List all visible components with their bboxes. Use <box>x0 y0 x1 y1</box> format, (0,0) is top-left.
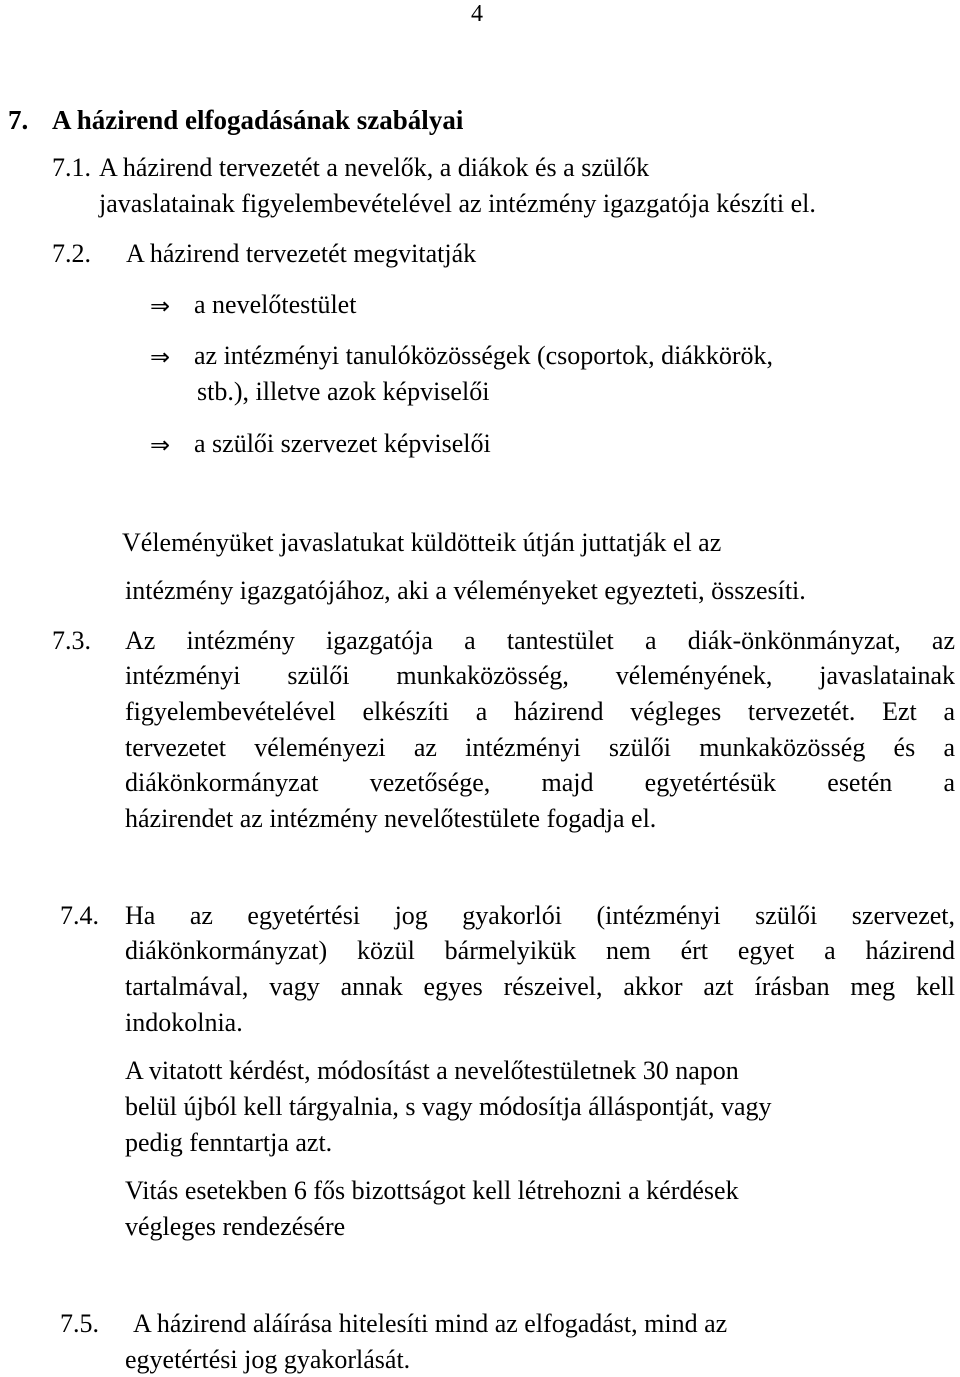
section-number: 7. <box>8 105 29 135</box>
bullet-text: a nevelőtestület <box>194 290 357 319</box>
item-text-line: Az intézmény igazgatója a tantestület a diák-önkönmányzat, az <box>125 626 955 655</box>
item-text-line: intézményi szülői munkaközösség, véleményének, javaslatainak <box>125 661 955 690</box>
paragraph-line: végleges rendezésére <box>125 1212 346 1241</box>
note-line: intézmény igazgatójához, aki a véleményeket egyezteti, összesíti. <box>125 576 806 605</box>
double-arrow-icon: ⇒ <box>150 431 171 459</box>
bullet-text-continuation: stb.), illetve azok képviselői <box>197 377 490 406</box>
item-number: 7.3. <box>52 626 91 655</box>
item-number: 7.2. <box>52 239 91 268</box>
page-number: 4 <box>471 1 483 27</box>
item-text-line: A házirend tervezetét a nevelők, a diákok és a szülők <box>99 153 650 182</box>
item-text-line: diákönkormányzat vezetősége, majd egyetértésük esetén a <box>125 768 955 797</box>
item-text-line: figyelembevételével elkészíti a házirend végleges tervezetét. Ezt a <box>125 697 955 726</box>
item-text-line: javaslatainak figyelembevételével az intézmény igazgatója készíti el. <box>99 189 816 218</box>
double-arrow-icon: ⇒ <box>150 343 171 371</box>
item-intro: A házirend tervezetét megvitatják <box>126 239 477 268</box>
section-title: A házirend elfogadásának szabályai <box>52 105 464 135</box>
bullet-text: az intézményi tanulóközösségek (csoportok, diákkörök, <box>194 341 774 370</box>
item-text-line: diákönkormányzat) közül bármelyikük nem ért egyet a házirend <box>125 936 955 965</box>
double-arrow-icon: ⇒ <box>150 292 171 320</box>
paragraph-line: A vitatott kérdést, módosítást a nevelőtestületnek 30 napon <box>125 1056 739 1085</box>
item-text-line: házirendet az intézmény nevelőtestülete fogadja el. <box>125 804 657 833</box>
item-number: 7.4. <box>60 901 99 930</box>
paragraph-line: pedig fenntartja azt. <box>125 1128 333 1157</box>
item-text-line: Ha az egyetértési jog gyakorlói (intézményi szülői szervezet, <box>125 901 955 930</box>
paragraph-line: Vitás esetekben 6 fős bizottságot kell létrehozni a kérdések <box>125 1176 739 1205</box>
item-text-line: tervezetet véleményezi az intézményi szülői munkaközösség és a <box>125 733 955 762</box>
item-text-line: A házirend aláírása hitelesíti mind az elfogadást, mind az <box>133 1309 728 1338</box>
item-text-line: egyetértési jog gyakorlását. <box>125 1345 411 1374</box>
item-text-line: indokolnia. <box>125 1008 243 1037</box>
paragraph-line: belül újból kell tárgyalnia, s vagy módosítja álláspontját, vagy <box>125 1092 772 1121</box>
item-number: 7.1. <box>52 153 91 182</box>
item-number: 7.5. <box>60 1309 99 1338</box>
bullet-text: a szülői szervezet képviselői <box>194 429 491 458</box>
note-line: Véleményüket javaslatukat küldötteik útján juttatják el az <box>122 528 722 557</box>
item-text-line: tartalmával, vagy annak egyes részeivel, akkor azt írásban meg kell <box>125 972 955 1001</box>
